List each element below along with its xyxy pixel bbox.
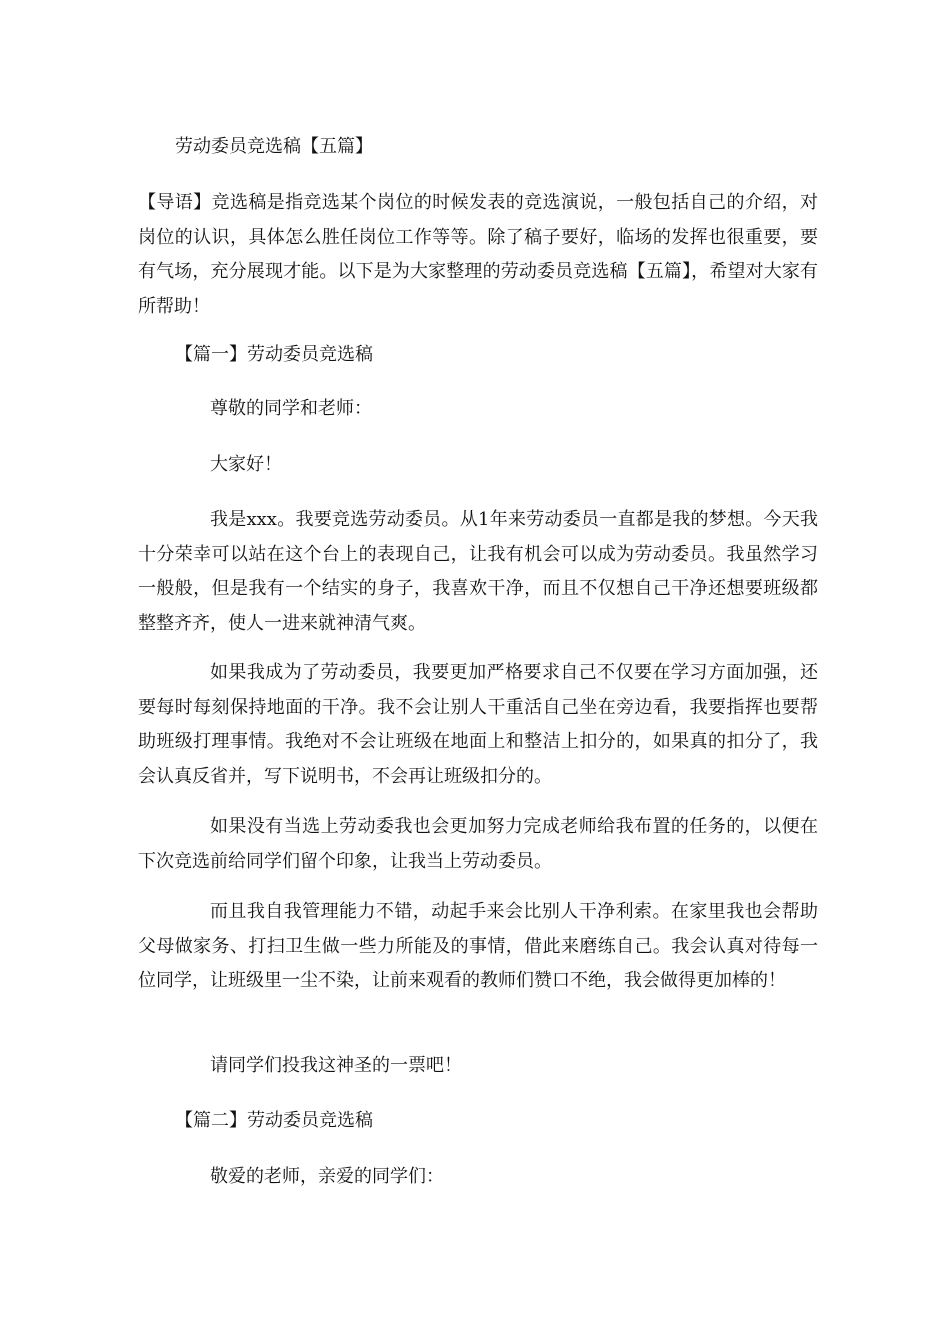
greeting-1: 大家好！ (210, 454, 282, 475)
intro-paragraph (138, 186, 818, 324)
section-heading-2: 【篇二】劳动委员竞选稿 (175, 1110, 373, 1131)
body-paragraph: 如果没有当选上劳动委我也会更加努力完成老师给我布置的任务的，以便在下次竞选前给同学们留个印象，让我当上劳动委员。 (138, 816, 818, 872)
salutation-2: 敬爱的老师，亲爱的同学们： (210, 1166, 444, 1187)
document-title: 劳动委员竞选稿【五篇】 (175, 136, 373, 157)
body-paragraph: 我是xxx。我要竞选劳动委员。从1年来劳动委员一直都是我的梦想。今天我十分荣幸可以站在这个台上的表现自己，让我有机会可以成为劳动委员。我虽然学习一般般，但是我有一个结实的身子，我喜欢干净，而且不仅想自己干净还想要班级都整整齐齐，使人一进来就神清气爽。 (138, 509, 818, 634)
section-heading-1: 【篇一】劳动委员竞选稿 (175, 344, 373, 365)
closing-line: 请同学们投我这神圣的一票吧！ (210, 1055, 462, 1076)
body-paragraph: 而且我自我管理能力不错，动起手来会比别人干净利索。在家里我也会帮助父母做家务、打扫卫生做一些力所能及的事情，借此来磨练自己。我会认真对待每一位同学，让班级里一尘不染，让前来观看的教师们赞口不绝，我会做得更加棒的！ (138, 901, 818, 992)
salutation-1: 尊敬的同学和老师： (210, 398, 372, 419)
intro-text: 【导语】竞选稿是指竞选某个岗位的时候发表的竞选演说，一般包括自己的介绍，对岗位的认识，具体怎么胜任岗位工作等等。除了稿子要好，临场的发挥也很重要，要有气场，充分展现才能。以下是为大家整理的劳动委员竞选稿【五篇】，希望对大家有所帮助！ (138, 192, 818, 317)
body-paragraph: 如果我成为了劳动委员，我要更加严格要求自己不仅要在学习方面加强，还要每时每刻保持地面的干净。我不会让别人干重活自己坐在旁边看，我要指挥也要帮助班级打理事情。我绝对不会让班级在地面上和整洁上扣分的，如果真的扣分了，我会认真反省并，写下说明书，不会再让班级扣分的。 (138, 662, 818, 787)
